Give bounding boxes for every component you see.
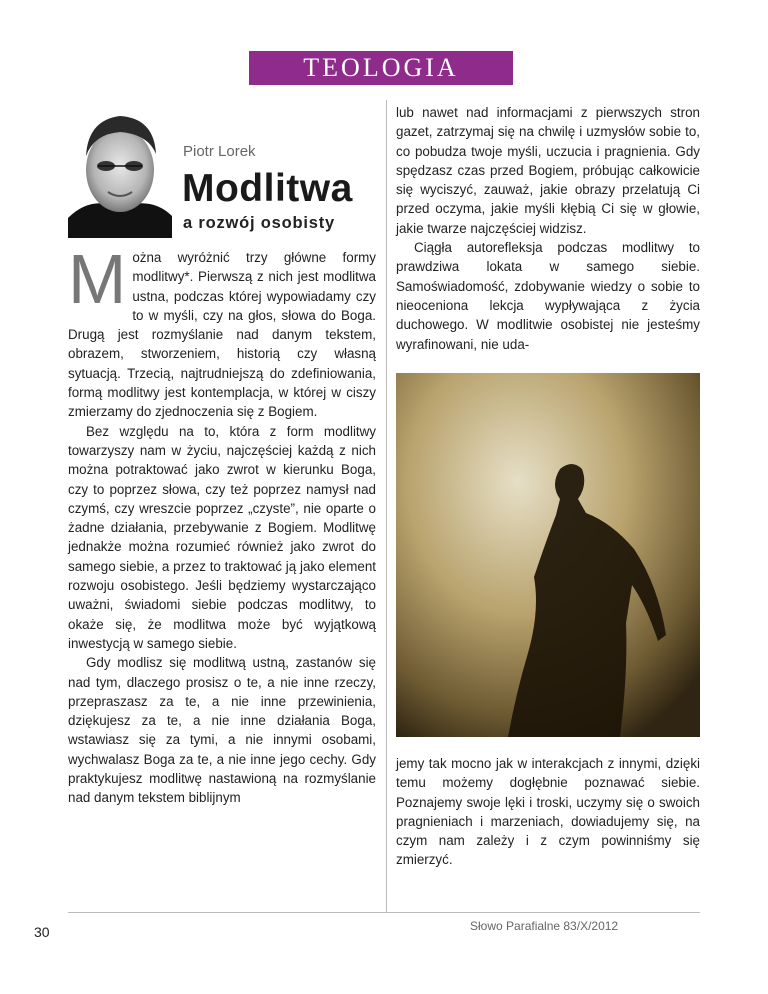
column-divider	[386, 100, 387, 912]
right-column-bottom	[396, 754, 700, 870]
shadow-photo	[396, 373, 700, 737]
drop-cap: M	[68, 240, 127, 318]
author-name: Piotr Lorek	[183, 143, 256, 160]
paragraph: Ciągła autorefleksja podczas modlitwy to prawdziwa lokata w samego siebie. Samoświadomość, zdobywanie wiedzy o sobie to nieoceniona lekcja wypływająca z życia duchowego. W modlitwie osobistej nie jesteśmy wyrafinowani, nie uda-	[396, 240, 700, 352]
paragraph: Bez względu na to, która z form modlitwy towarzyszy nam w życiu, najczęściej każdą z nich można potraktować jako zwrot w kierunku Boga, czy to poprzez słowa, czy też poprzez namysł nad czymś, czy wreszcie poprzez „czyste”, nie oparte o żadne działania, przebywanie z Bogiem. Modlitwę jednakże można rozumieć również jako zwrot do samego siebie, a przez to traktować ją jako element rozwoju osobistego. Jeśli będziemy wystarczająco uważni, świadomi siebie podczas modlitwy, to okaże się, że modlitwa może być wyjątkową inwestycją w samego siebie.	[68, 423, 376, 651]
left-column	[68, 240, 376, 808]
article-title: Modlitwa	[182, 167, 353, 210]
page-number: 30	[34, 924, 50, 940]
publication-info: Słowo Parafialne 83/X/2012	[470, 919, 619, 933]
paragraph-intro: Można wyróżnić trzy główne formy modlitwy*. Pierwszą z nich jest modlitwa ustna, podczas której wypowiadamy czy to w myśli, czy na głos, słowa do Boga. Drugą jest rozmyślanie nad danym tekstem, obrazem, stworzeniem, historią czy własną sytuacją. Trzecią, najtrudniejszą do zdefiniowania, formą modlitwy jest kontemplacja, w której w ciszy zmierzamy do zjednoczenia się z Bogiem.	[68, 240, 376, 420]
paragraph: jemy tak mocno jak w interakcjach z innymi, dzięki temu możemy dogłębnie poznawać siebie. Poznajemy swoje lęki i troski, uczymy się o swoich pragnieniach i marzeniach, dowiadujemy się, na czym nam zależy i z czym powinniśmy się zmierzyć.	[396, 756, 700, 868]
article-subtitle: a rozwój osobisty	[183, 214, 336, 232]
paragraph: Gdy modlisz się modlitwą ustną, zastanów się nad tym, dlaczego prosisz o te, a nie inne rzeczy, przepraszasz za te, a nie inne przewinienia, dziękujesz za te, a nie inne działania Boga, wstawiasz się za tymi, a nie innymi osobami, wychwalasz Boga za te, a nie inne jego cechy. Gdy praktykujesz modlitwę nastawioną na rozmyślanie nad danym tekstem biblijnym	[68, 655, 376, 806]
section-banner: TEOLOGIA	[249, 51, 513, 85]
footer-rule	[68, 912, 700, 913]
paragraph: lub nawet nad informacjami z pierwszych stron gazet, zatrzymaj się na chwilę i uzmysłów sobie to, co pobudza twoje myśli, uczucia i pragnienia. Gdy spędzasz czas przed Bogiem, próbując całkowicie się wyciszyć, zauważ, jakie obrazy przelatują Ci przed oczyma, jakie myśli kłębią Ci się w głowie, jakie twarze najczęściej widzisz.	[396, 105, 700, 236]
right-column-top	[396, 103, 700, 354]
author-photo	[68, 100, 172, 238]
